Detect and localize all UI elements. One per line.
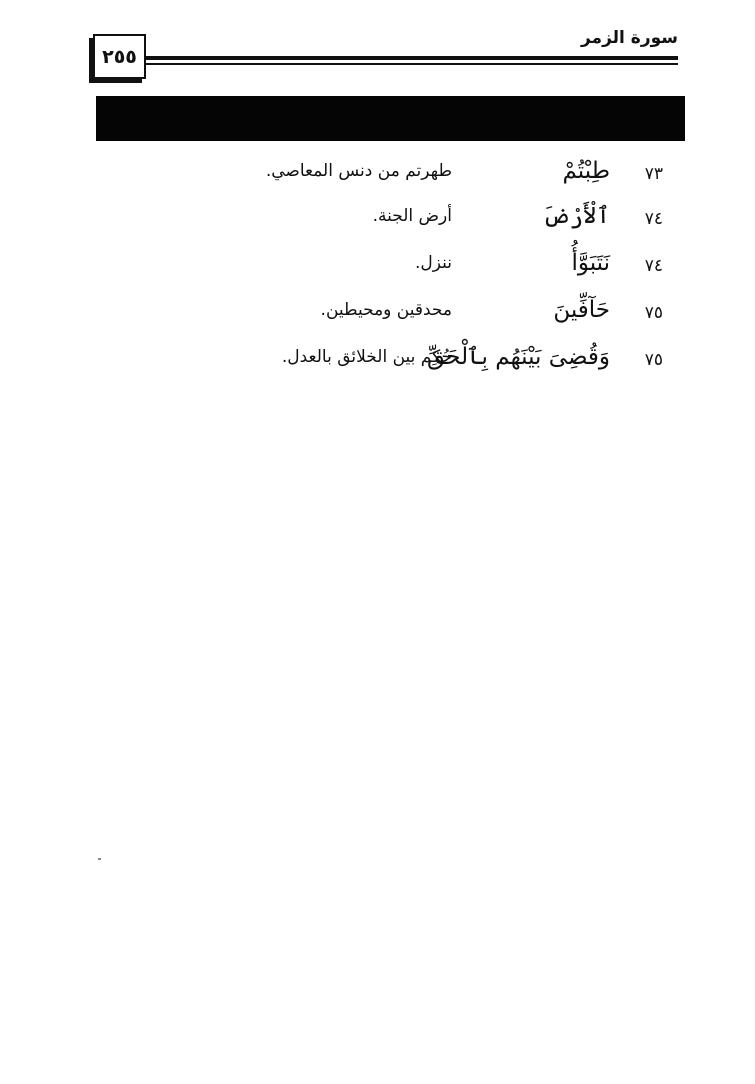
verse-number: ٧٤ [644, 256, 663, 276]
word-meaning: أرض الجنة. [372, 206, 452, 226]
vocabulary-list [0, 0, 755, 420]
word-meaning: حُكِم بين الخلائق بالعدل. [281, 347, 452, 367]
list-item [0, 158, 755, 204]
word-meaning: ننزل. [415, 253, 452, 273]
surah-title: سورة الزمر [580, 28, 678, 48]
quran-word: نَتَبَوَّأُ [571, 250, 610, 276]
list-item [0, 344, 755, 390]
quran-word: وَقُضِىَ بَيْنَهُم بِٱلْحَقِّ [427, 344, 610, 370]
list-item [0, 203, 755, 249]
verse-number: ٧٥ [644, 303, 663, 323]
quran-word: طِبْتُمْ [562, 158, 610, 184]
quran-word: ٱلْأَرْضَ [542, 203, 610, 229]
verse-number: ٧٤ [644, 209, 663, 229]
verse-number: ٧٣ [644, 164, 663, 184]
list-item [0, 297, 755, 343]
word-meaning: محدقين ومحيطين. [320, 300, 452, 320]
verse-number: ٧٥ [644, 350, 663, 370]
word-meaning: طهرتم من دنس المعاصي. [265, 161, 452, 181]
page-number: ٢٥٥ [93, 34, 146, 79]
quran-word: حَآفِّينَ [553, 297, 610, 323]
list-item [0, 250, 755, 296]
scan-speck [98, 858, 101, 860]
